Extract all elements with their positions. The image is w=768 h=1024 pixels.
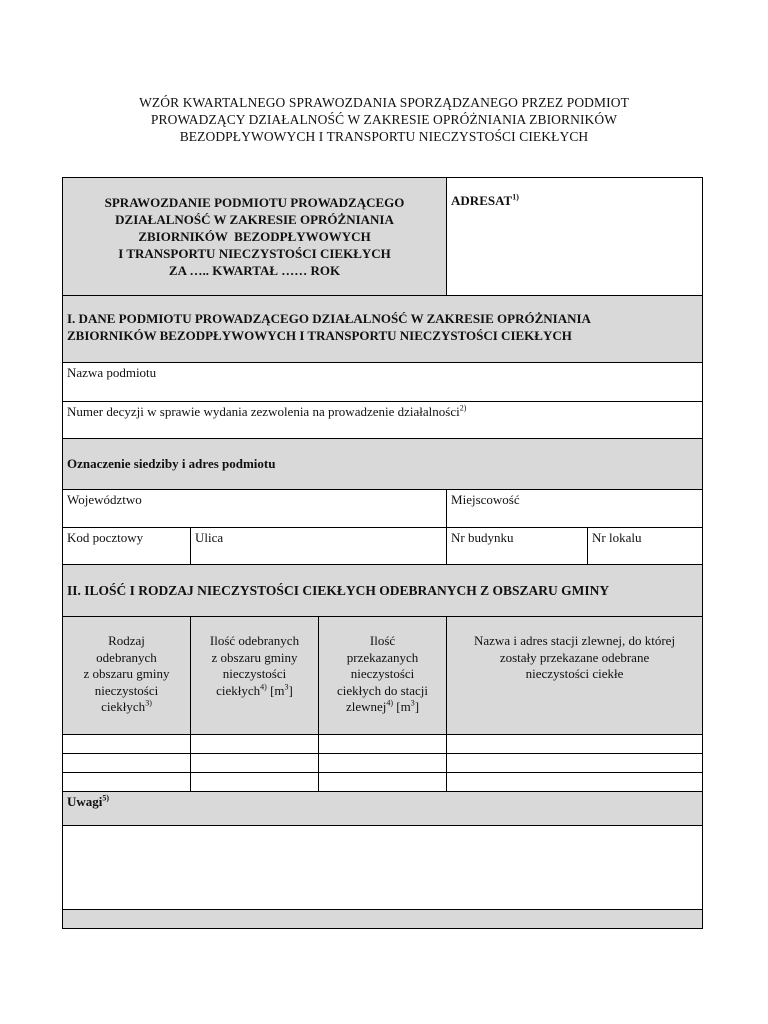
entity-name-field[interactable]: [63, 363, 703, 401]
column-header-line: [195, 683, 314, 700]
footnote-marker: 2): [459, 403, 467, 413]
heading-line: PROWADZĄCY DZIAŁALNOŚĆ W ZAKRESIE OPRÓŻNIANIA ZBIORNIKÓW: [150, 112, 618, 127]
remarks-heading: [63, 791, 703, 825]
table-cell[interactable]: [191, 772, 319, 791]
addressee-cell[interactable]: [447, 178, 703, 296]
column-header-text: zlewnej: [345, 699, 387, 715]
table-cell[interactable]: [447, 735, 703, 754]
section-1-title-line: ZBIORNIKÓW BEZODPŁYWOWYCH I TRANSPORTU NIECZYSTOŚCI CIEKŁYCH: [67, 328, 572, 344]
column-header-line: nieczystości ciekłe: [525, 666, 624, 682]
column-header-line: nieczystości: [350, 666, 415, 682]
table-cell[interactable]: [319, 735, 447, 754]
addressee-label: ADRESAT: [451, 193, 513, 208]
column-header-line: Ilość odebranych: [209, 633, 300, 649]
footnote-marker: 5): [102, 793, 110, 803]
unit-label: [m: [270, 682, 285, 698]
street-label: Ulica: [195, 529, 224, 545]
section-1-heading: [63, 296, 703, 363]
table-cell[interactable]: [319, 754, 447, 772]
decision-number-field[interactable]: [63, 401, 703, 438]
building-number-label: Nr budynku: [451, 529, 514, 545]
address-heading-label: Oznaczenie siedziby i adres podmiotu: [67, 456, 276, 472]
column-header-line: Ilość: [369, 633, 396, 649]
entity-name-label: Nazwa podmiotu: [67, 365, 157, 381]
building-number-field[interactable]: [447, 527, 588, 564]
column-header-line: nieczystości: [222, 666, 287, 682]
column-header-line: z obszaru gminy: [83, 666, 170, 682]
section-2-title: II. ILOŚĆ I RODZAJ NIECZYSTOŚCI CIEKŁYCH ODEBRANYCH Z OBSZARU GMINY: [67, 583, 610, 599]
column-header-line: Nazwa i adres stacji zlewnej, do której: [474, 633, 676, 649]
table-cell[interactable]: [63, 735, 191, 754]
footnote-marker: 4): [260, 682, 267, 692]
voivodeship-label: Województwo: [67, 491, 142, 507]
street-field[interactable]: [191, 527, 447, 564]
column-header-line: ciekłych do stacji: [337, 682, 428, 698]
postal-code-label: Kod pocztowy: [67, 529, 144, 545]
voivodeship-field[interactable]: [63, 489, 447, 527]
apartment-number-field[interactable]: [588, 527, 703, 564]
column-header-line: odebranych: [96, 649, 157, 665]
column-header-collected-amount: [191, 617, 319, 735]
report-title-line: ZA ….. KWARTAŁ …… ROK: [168, 263, 341, 278]
table-cell[interactable]: [319, 772, 447, 791]
report-title-line: ZBIORNIKÓW BEZODPŁYWOWYCH: [138, 229, 371, 244]
decision-number-label: Numer decyzji w sprawie wydania zezwolenia na prowadzenie działalności: [67, 403, 460, 419]
table-row: [63, 772, 703, 791]
address-heading: [63, 438, 703, 489]
heading-line: BEZODPŁYWOWYCH I TRANSPORTU NIECZYSTOŚCI CIEKŁYCH: [179, 129, 589, 144]
report-title-line: DZIAŁALNOŚĆ W ZAKRESIE OPRÓŻNIANIA: [115, 212, 394, 227]
unit-exponent: 3: [284, 682, 289, 692]
table-cell[interactable]: [191, 735, 319, 754]
table-cell[interactable]: [63, 772, 191, 791]
column-header-line: z obszaru gminy: [211, 649, 298, 665]
footnote-marker: 1): [512, 192, 519, 202]
table-row: [63, 735, 703, 754]
report-title-line: SPRAWOZDANIE PODMIOTU PROWADZĄCEGO: [104, 195, 405, 210]
footnote-marker: 4): [386, 698, 394, 708]
unit-bracket: ]: [414, 699, 420, 715]
unit-bracket: ]: [288, 682, 293, 698]
section-1-title-line: I. DANE PODMIOTU PROWADZĄCEGO DZIAŁALNOŚĆ W ZAKRESIE OPRÓŻNIANIA: [67, 311, 591, 327]
column-header-line: nieczystości: [94, 682, 159, 698]
column-header-waste-type: [63, 617, 191, 735]
apartment-number-label: Nr lokalu: [592, 529, 642, 545]
footer-band: [63, 909, 703, 928]
unit-label: [m: [396, 699, 411, 715]
column-header-line: [67, 699, 186, 716]
remarks-label: Uwagi: [67, 793, 103, 809]
table-row: [63, 754, 703, 772]
column-header-station: [447, 617, 703, 735]
postal-code-field[interactable]: [63, 527, 191, 564]
heading-line: WZÓR KWARTALNEGO SPRAWOZDANIA SPORZĄDZANEGO PRZEZ PODMIOT: [139, 95, 629, 110]
report-title-cell: [63, 178, 447, 296]
remarks-field[interactable]: [63, 825, 703, 909]
locality-field[interactable]: [447, 489, 703, 527]
unit-exponent: 3: [410, 698, 415, 708]
column-header-line: Rodzaj: [108, 633, 145, 649]
report-title-line: I TRANSPORTU NIECZYSTOŚCI CIEKŁYCH: [118, 246, 391, 261]
table-cell[interactable]: [63, 754, 191, 772]
column-header-line: zostały przekazane odebrane: [499, 649, 650, 665]
table-cell[interactable]: [447, 772, 703, 791]
column-header-line: [323, 699, 442, 716]
report-form-table: [62, 177, 703, 929]
column-header-transferred-amount: [319, 617, 447, 735]
column-header-line: przekazanych: [346, 649, 419, 665]
locality-label: Miejscowość: [451, 491, 520, 507]
column-header-text: ciekłych: [216, 682, 261, 698]
footnote-marker: 3): [145, 698, 152, 708]
section-2-heading: [63, 564, 703, 616]
table-cell[interactable]: [191, 754, 319, 772]
table-cell[interactable]: [447, 754, 703, 772]
document-heading: [90, 94, 678, 145]
column-header-text: ciekłych: [101, 699, 146, 715]
